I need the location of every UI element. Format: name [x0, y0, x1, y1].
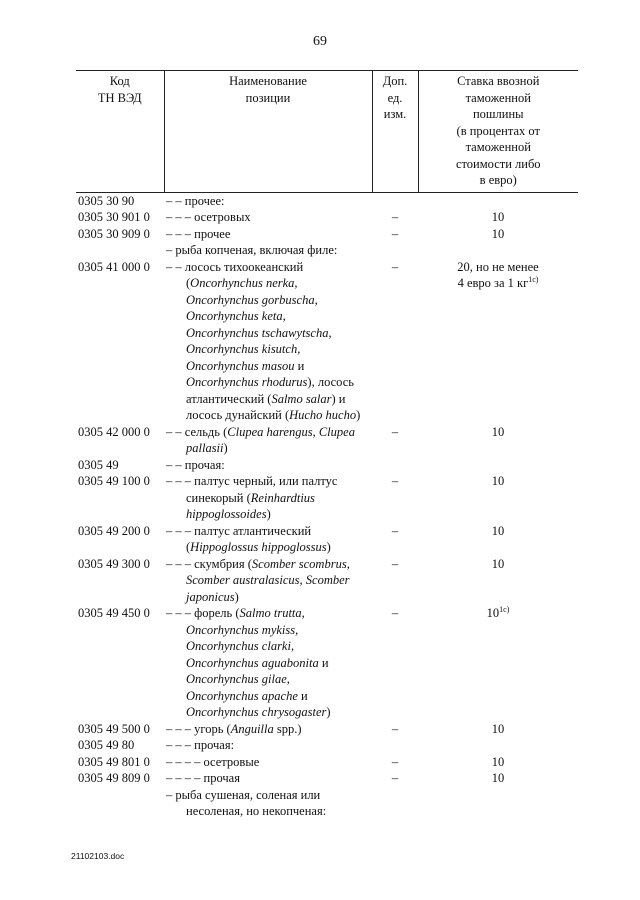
name-text: – рыба копченая, включая филе:: [166, 243, 338, 257]
rate-line: [420, 275, 576, 292]
name-text: – – – скумбрия (: [166, 556, 252, 571]
name-text: ): [326, 540, 331, 554]
row-rate: [418, 209, 578, 226]
table-row: [76, 226, 578, 243]
name-text: – – – угорь (: [166, 721, 231, 736]
row-rate: [418, 457, 578, 474]
table-row: [76, 242, 578, 259]
row-code: 0305 42 000 0: [78, 424, 150, 439]
row-code: 0305 49 200 0: [78, 523, 150, 538]
name-line: [166, 556, 370, 573]
row-unit: –: [391, 424, 399, 439]
rate-text: 10: [491, 771, 505, 785]
name-text: – – прочая:: [166, 457, 225, 472]
name-line: [166, 407, 370, 424]
header-unit-line: изм.: [383, 107, 407, 121]
row-unit: –: [391, 754, 399, 769]
header-code-line: Код: [109, 74, 130, 88]
name-line: [166, 473, 370, 490]
name-line: [166, 671, 370, 688]
rate-text: 20, но не менее: [457, 259, 539, 274]
row-rate: [418, 424, 578, 457]
header-rate-line: таможенной: [465, 140, 531, 154]
name-text: ) и: [331, 391, 346, 406]
rate-text: 10: [491, 226, 505, 241]
name-text: и: [297, 688, 308, 703]
row-unit: –: [391, 210, 399, 224]
latin-name: Oncorhynchus chrysogaster: [186, 705, 327, 719]
row-unit: [372, 737, 418, 754]
name-line: [166, 688, 370, 705]
header-rate-line: (в процентах от: [456, 123, 540, 138]
name-line: [166, 754, 370, 771]
name-line: [166, 193, 370, 210]
rate-text: 10: [491, 523, 505, 538]
name-line: [166, 325, 370, 342]
name-text: ): [356, 408, 361, 422]
header-rate-line: Ставка ввозной: [457, 74, 540, 88]
latin-name: Anguilla: [230, 721, 274, 736]
latin-name: Oncorhynchus apache: [186, 688, 298, 703]
row-code: 0305 49: [78, 457, 119, 472]
row-unit: –: [391, 226, 399, 241]
name-line: [166, 242, 370, 259]
latin-name: Oncorhynchus clarki,: [186, 639, 295, 653]
header-unit-line: Доп.: [382, 74, 408, 88]
name-line: [166, 572, 370, 589]
name-line: [166, 292, 370, 309]
table-row: [76, 209, 578, 226]
name-text: синекорый (: [186, 490, 251, 505]
latin-name: Salmo trutta,: [239, 606, 305, 620]
header-name: [164, 71, 372, 193]
row-unit: –: [391, 556, 399, 571]
name-text: (: [186, 276, 191, 290]
name-text: ): [266, 507, 271, 521]
row-unit: –: [391, 606, 399, 620]
table-row: [76, 424, 578, 457]
latin-name: hippoglossoides: [186, 507, 267, 521]
row-name: [164, 556, 372, 606]
name-text: – – прочее:: [166, 193, 225, 208]
header-rate-line: таможенной: [465, 90, 531, 105]
name-line: [166, 209, 370, 226]
name-line: [166, 424, 370, 441]
tariff-body: [76, 192, 578, 820]
name-line: [166, 655, 370, 672]
row-name: [164, 770, 372, 787]
footer-filename: 21102103.doc: [71, 851, 125, 861]
latin-name: Reinhardtius: [250, 490, 315, 505]
latin-name: Scomber australasicus, Scomber: [186, 573, 350, 587]
row-unit: –: [391, 771, 399, 785]
row-code: 0305 30 901 0: [78, 210, 150, 224]
name-line: [166, 358, 370, 375]
rate-line: [420, 259, 576, 276]
row-name: [164, 457, 372, 474]
row-code: 0305 41 000 0: [78, 259, 150, 274]
name-text: – рыба сушеная, соленая или: [166, 787, 321, 802]
name-line: [166, 622, 370, 639]
name-line: [166, 391, 370, 408]
row-code: 0305 49 809 0: [78, 771, 150, 785]
rate-line: [420, 473, 576, 490]
row-unit: [372, 457, 418, 474]
row-name: [164, 787, 372, 820]
name-line: [166, 523, 370, 540]
name-text: – – – палтус черный, или палтус: [166, 474, 338, 488]
row-rate: [418, 523, 578, 556]
row-rate: [418, 226, 578, 243]
name-line: [166, 605, 370, 622]
name-line: [166, 803, 370, 820]
name-text: – – – – прочая: [166, 771, 240, 785]
name-text: ), лосось: [307, 375, 354, 389]
name-text: – – – прочая:: [166, 738, 235, 752]
row-unit: [372, 787, 418, 820]
header-code: [76, 71, 164, 193]
row-name: [164, 192, 372, 209]
name-text: – – – осетровых: [166, 210, 251, 224]
row-unit: –: [391, 721, 399, 736]
table-row: [76, 605, 578, 721]
header-name-line: позиции: [245, 90, 291, 105]
name-text: атлантический (: [186, 391, 272, 406]
row-code: [76, 787, 164, 820]
row-code: 0305 30 90: [78, 193, 135, 208]
row-name: [164, 226, 372, 243]
row-name: [164, 473, 372, 523]
latin-name: Oncorhynchus tschawytscha,: [186, 325, 332, 340]
header-unit: [372, 71, 418, 193]
row-code: 0305 49 300 0: [78, 556, 150, 571]
rate-line: [420, 754, 576, 771]
table-row: [76, 259, 578, 424]
table-row: [76, 473, 578, 523]
row-name: [164, 242, 372, 259]
footnote-mark: 1с): [499, 605, 510, 614]
row-rate: [418, 754, 578, 771]
name-text: spp.): [273, 721, 302, 736]
rate-text: 10: [491, 556, 505, 571]
name-line: [166, 457, 370, 474]
table-row: [76, 523, 578, 556]
rate-text: 10: [491, 424, 505, 439]
name-text: и: [294, 358, 305, 373]
row-code: 0305 49 801 0: [78, 754, 150, 769]
row-rate: [418, 737, 578, 754]
table-row: [76, 787, 578, 820]
name-line: [166, 737, 370, 754]
tariff-table: [76, 70, 578, 820]
name-line: [166, 440, 370, 457]
row-name: [164, 259, 372, 424]
row-rate: [418, 473, 578, 523]
latin-name: Oncorhynchus mykiss,: [186, 622, 299, 637]
name-text: – – сельдь (: [166, 424, 228, 439]
table-header-row: [76, 71, 578, 193]
rate-line: [420, 424, 576, 441]
rate-text: 10: [491, 754, 505, 769]
name-line: [166, 490, 370, 507]
header-rate: [418, 71, 578, 193]
name-line: [166, 259, 370, 276]
name-line: [166, 539, 370, 556]
row-rate: [418, 787, 578, 820]
rate-line: [420, 770, 576, 787]
name-text: – – – – осетровые: [166, 754, 260, 769]
name-text: ): [234, 589, 239, 604]
latin-name: Oncorhynchus gorbuscha,: [186, 292, 318, 307]
row-code: 0305 49 80: [78, 738, 135, 752]
row-unit: –: [391, 474, 399, 488]
name-line: [166, 589, 370, 606]
name-line: [166, 770, 370, 787]
name-line: [166, 704, 370, 721]
footnote-mark: 1с): [528, 275, 539, 284]
row-rate: [418, 259, 578, 424]
name-text: – – – палтус атлантический: [166, 523, 312, 538]
row-rate: [418, 770, 578, 787]
row-name: [164, 605, 372, 721]
name-line: [166, 374, 370, 391]
name-line: [166, 341, 370, 358]
row-unit: [372, 192, 418, 209]
latin-name: Hucho hucho: [289, 408, 357, 422]
rate-text: 10: [491, 210, 505, 224]
rate-line: [420, 721, 576, 738]
table-row: [76, 754, 578, 771]
row-unit: –: [391, 523, 399, 538]
header-unit-line: ед.: [387, 90, 403, 105]
rate-text: 4 евро за 1 кг: [457, 276, 529, 290]
name-line: [166, 275, 370, 292]
latin-name: Oncorhynchus kisutch,: [186, 342, 301, 356]
name-text: лосось дунайский (: [186, 408, 290, 422]
table-row: [76, 721, 578, 738]
name-text: – – лосось тихоокеанский: [166, 259, 304, 274]
latin-name: japonicus: [186, 589, 235, 604]
name-text: и: [318, 655, 329, 670]
table-row: [76, 770, 578, 787]
rate-line: [420, 226, 576, 243]
name-text: (: [186, 540, 191, 554]
latin-name: Scomber scombrus,: [251, 556, 350, 571]
rate-text: 10: [491, 474, 505, 488]
table-row: [76, 556, 578, 606]
header-rate-line: стоимости либо: [455, 156, 541, 171]
header-code-line: ТН ВЭД: [97, 90, 142, 105]
table-row: [76, 457, 578, 474]
latin-name: Oncorhynchus masou: [186, 358, 295, 373]
row-rate: [418, 605, 578, 721]
row-name: [164, 209, 372, 226]
name-text: – – – форель (: [166, 606, 240, 620]
row-unit: –: [391, 259, 399, 274]
row-rate: [418, 556, 578, 606]
latin-name: Clupea harengus, Clupea: [227, 424, 355, 439]
latin-name: Salmo salar: [271, 391, 332, 406]
row-rate: [418, 242, 578, 259]
rate-line: [420, 209, 576, 226]
name-line: [166, 787, 370, 804]
table-row: [76, 192, 578, 209]
header-rate-line: пошлины: [472, 107, 524, 121]
rate-line: [420, 556, 576, 573]
rate-text: 10: [486, 606, 500, 620]
row-rate: [418, 192, 578, 209]
name-text: несоленая, но некопченая:: [186, 804, 327, 818]
rate-line: [420, 523, 576, 540]
latin-name: Oncorhynchus aguabonita: [186, 655, 319, 670]
row-code: [76, 242, 164, 259]
row-code: 0305 49 100 0: [78, 474, 150, 488]
latin-name: Oncorhynchus rhodurus: [186, 375, 308, 389]
row-name: [164, 754, 372, 771]
row-unit: [372, 242, 418, 259]
header-rate-line: в евро): [479, 173, 517, 187]
name-text: ): [326, 705, 331, 719]
name-line: [166, 506, 370, 523]
row-code: 0305 49 450 0: [78, 606, 150, 620]
header-name-line: Наименование: [229, 74, 307, 88]
row-rate: [418, 721, 578, 738]
latin-name: Oncorhynchus keta,: [186, 309, 286, 323]
row-name: [164, 721, 372, 738]
latin-name: Hippoglossus hippoglossus: [190, 540, 327, 554]
row-name: [164, 424, 372, 457]
name-line: [166, 721, 370, 738]
table-row: [76, 737, 578, 754]
page-number: 69: [313, 34, 327, 49]
rate-text: 10: [491, 721, 505, 736]
row-name: [164, 737, 372, 754]
latin-name: Oncorhynchus nerka,: [190, 276, 298, 290]
name-text: ): [223, 441, 228, 455]
name-text: – – – прочее: [166, 226, 231, 241]
row-code: 0305 49 500 0: [78, 721, 150, 736]
row-name: [164, 523, 372, 556]
name-line: [166, 308, 370, 325]
rate-line: [420, 605, 576, 622]
latin-name: pallasii: [186, 441, 224, 455]
name-line: [166, 226, 370, 243]
name-line: [166, 638, 370, 655]
latin-name: Oncorhynchus gilae,: [186, 672, 290, 686]
row-code: 0305 30 909 0: [78, 226, 150, 241]
